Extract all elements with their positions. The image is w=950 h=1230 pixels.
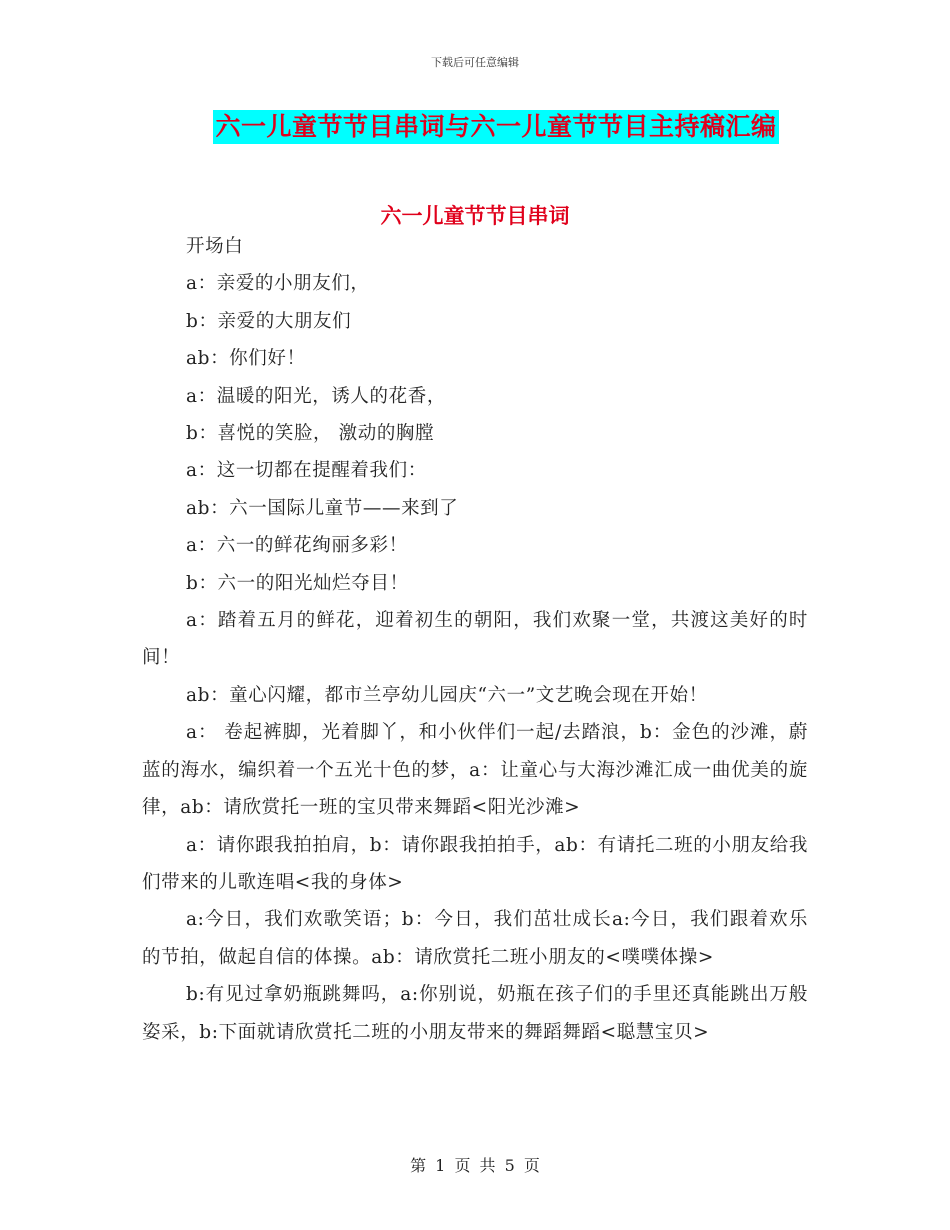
paragraph: ab：你们好！ — [186, 348, 306, 370]
paragraph: a：踏着五月的鲜花，迎着初生的朝阳，我们欢聚一堂，共渡这美好的时间！ — [142, 610, 808, 669]
paragraph: 开场白 — [186, 236, 244, 257]
paragraph: a：亲爱的小朋友们， — [186, 273, 370, 295]
paragraph: b：亲爱的大朋友们 — [186, 310, 352, 332]
paragraph: a：温暖的阳光，诱人的花香， — [186, 385, 446, 407]
paragraph: a：请你跟我拍拍肩，b：请你跟我拍拍手，ab：有请托二班的小朋友给我们带来的儿歌连唱<我的身体> — [142, 834, 808, 893]
paragraph: a：这一切都在提醒着我们： — [186, 460, 427, 482]
section-title: 六一儿童节节目串词 — [380, 204, 570, 228]
paragraph: ab：六一国际儿童节——来到了 — [186, 497, 459, 519]
paragraph: ab：童心闪耀，都市兰亭幼儿园庆“六一”文艺晚会现在开始！ — [186, 684, 708, 706]
paragraph: b：六一的阳光灿烂夺目！ — [186, 572, 409, 594]
paragraph: a：六一的鲜花绚丽多彩！ — [186, 535, 408, 557]
main-title-container — [0, 110, 950, 144]
page-number: 第 1 页 共 5 页 — [410, 1156, 540, 1175]
paragraph: a： 卷起裤脚，光着脚丫，和小伙伴们一起/去踏浪，b：金色的沙滩，蔚蓝的海水，编织着一个五光十色的梦，a：让童心与大海沙滩汇成一曲优美的旋律，ab：请欣赏托一班的宝贝带来舞蹈<阳光沙滩> — [142, 722, 808, 819]
paragraph: a:今日，我们欢歌笑语；b：今日，我们茁壮成长a:今日，我们跟着欢乐的节拍，做起自信的体操。ab：请欣赏托二班小朋友的<噗噗体操> — [142, 909, 808, 968]
main-title: 六一儿童节节目串词与六一儿童节节目主持稿汇编 — [213, 110, 778, 144]
page-header-note: 下载后可任意编辑 — [431, 56, 519, 69]
document-body — [142, 228, 808, 1051]
paragraph: b:有见过拿奶瓶跳舞吗，a:你别说，奶瓶在孩子们的手里还真能跳出万般姿采，b:下面就请欣赏托二班的小朋友带来的舞蹈舞蹈<聪慧宝贝> — [142, 984, 808, 1043]
paragraph: b：喜悦的笑脸， 激动的胸膛 — [186, 423, 435, 445]
